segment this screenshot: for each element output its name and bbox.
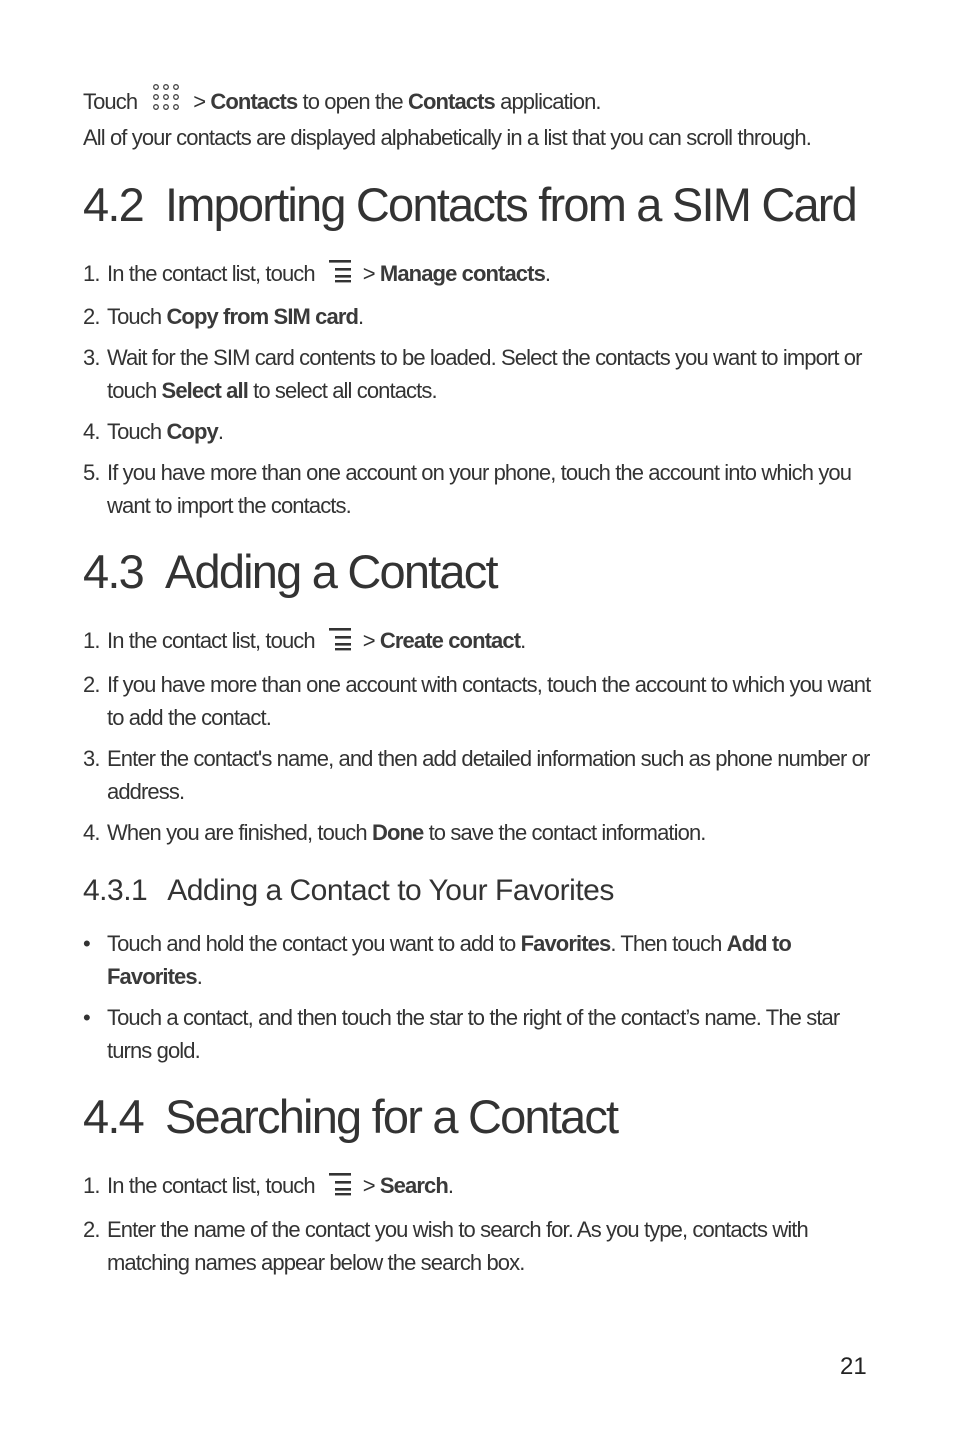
list-item: 3. Enter the contact's name, and then add detailed information such as phone number or address.: [83, 746, 870, 805]
steps-list-4-2: [83, 257, 873, 523]
section-heading-4-4: 4.4 Searching for a Contact: [83, 1090, 618, 1144]
apps-grid-icon: [151, 82, 181, 121]
intro-line-1: Touch > Contacts to open the Contacts application.: [83, 85, 873, 121]
list-item: 1. In the contact list, touch > Search.: [83, 1169, 873, 1205]
list-item: 1. In the contact list, touch > Manage contacts.: [83, 257, 873, 293]
list-item: 5. If you have more than one account on your phone, touch the account into which you want to import the contacts.: [83, 460, 852, 519]
list-item: 2. If you have more than one account with contacts, touch the account to which you want to add the contact.: [83, 672, 871, 731]
steps-list-4-4: [83, 1169, 873, 1279]
list-item: 2. Touch Copy from SIM card.: [83, 304, 364, 330]
list-item: 1. In the contact list, touch > Create contact.: [83, 624, 873, 660]
subsection-heading-4-3-1: 4.3.1 Adding a Contact to Your Favorites: [83, 874, 614, 908]
list-item: 4. Touch Copy.: [83, 419, 224, 445]
bullet-list-4-3-1: [83, 927, 873, 1067]
menu-icon: [327, 625, 353, 660]
menu-icon: [327, 257, 353, 292]
menu-icon: [327, 1170, 353, 1205]
section-heading-4-2: 4.2 Importing Contacts from a SIM Card: [83, 177, 856, 231]
page-content: [83, 80, 873, 1287]
list-item: 2. Enter the name of the contact you wish to search for. As you type, contacts with matching names appear below the search box.: [83, 1216, 808, 1275]
section-heading-4-3: 4.3 Adding a Contact: [83, 545, 497, 599]
list-item: • Touch and hold the contact you want to add to Favorites. Then touch Add to Favorites.: [83, 931, 791, 990]
steps-list-4-3: [83, 624, 873, 849]
list-item: 4. When you are finished, touch Done to save the contact information.: [83, 820, 706, 846]
list-item: 3. Wait for the SIM card contents to be loaded. Select the contacts you want to import or touch Select all to select all contacts.: [83, 345, 862, 404]
list-item: • Touch a contact, and then touch the star to the right of the contact’s name. The star turns gold.: [83, 1005, 840, 1064]
intro-line-2: All of your contacts are displayed alphabetically in a list that you can scroll through.: [83, 124, 811, 150]
page-number: 21: [840, 1353, 867, 1380]
